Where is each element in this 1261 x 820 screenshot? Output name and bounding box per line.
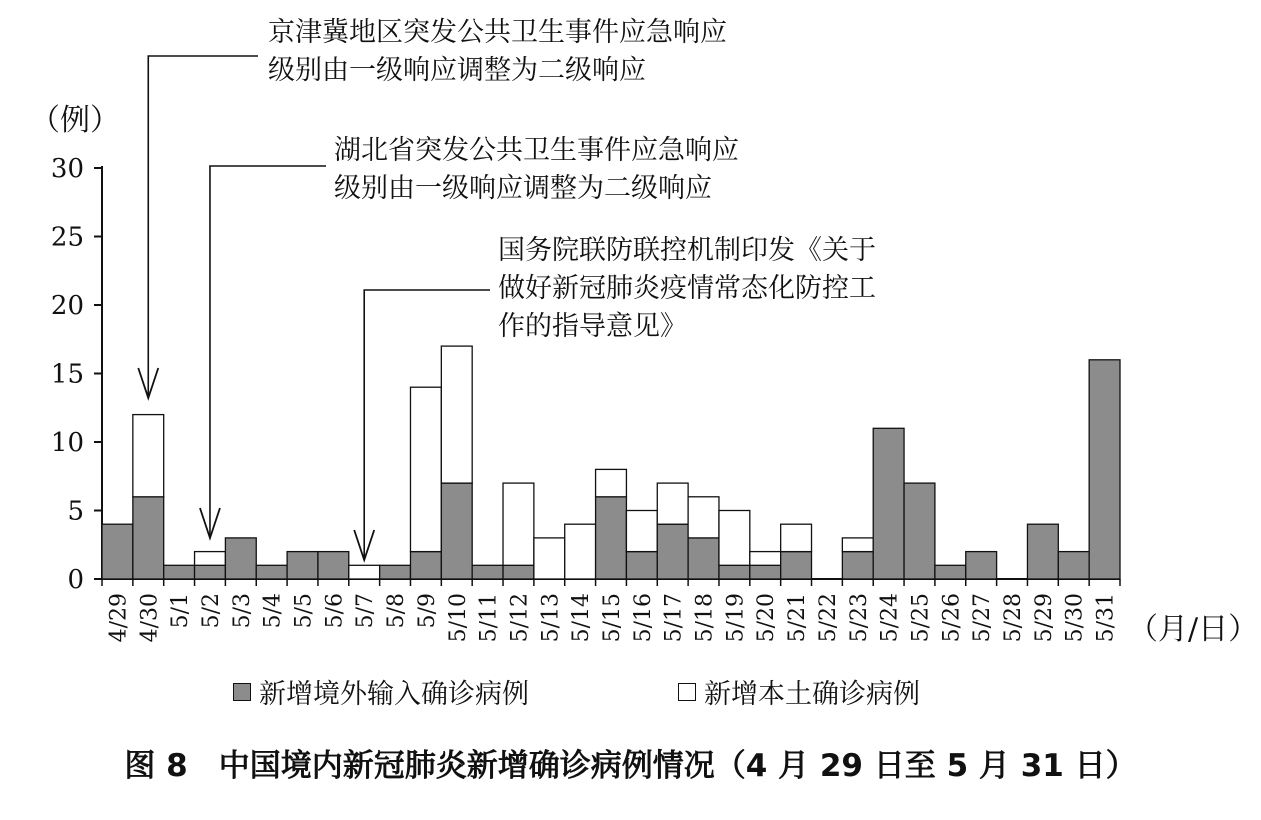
x-tick-label-5-16: 5/16 bbox=[630, 593, 656, 643]
bar-imported-5-20 bbox=[750, 565, 781, 579]
annotation-2-line-2: 级别由一级响应调整为二级响应 bbox=[334, 173, 712, 204]
legend-imported-swatch bbox=[233, 683, 251, 701]
x-tick-label-4-30: 4/30 bbox=[137, 593, 163, 643]
x-tick-label-5-29: 5/29 bbox=[1031, 593, 1057, 643]
annotation-arrow-2-line bbox=[210, 166, 326, 538]
annotation-1-line-1: 京津冀地区突发公共卫生事件应急响应 bbox=[268, 17, 727, 48]
bar-imported-5-9 bbox=[410, 552, 441, 579]
x-tick-label-5-19: 5/19 bbox=[723, 593, 749, 643]
annotation-3-line-2: 做好新冠肺炎疫情常态化防控工 bbox=[498, 273, 876, 304]
annotation-1 bbox=[268, 14, 727, 90]
annotation-arrow-1-line bbox=[148, 56, 258, 398]
annotation-3 bbox=[498, 232, 876, 346]
x-tick-label-5-3: 5/3 bbox=[229, 593, 255, 629]
x-tick-label-5-27: 5/27 bbox=[970, 593, 996, 643]
bar-imported-5-27 bbox=[966, 552, 997, 579]
annotation-arrow-1 bbox=[138, 56, 258, 398]
bar-imported-5-11 bbox=[472, 565, 503, 579]
x-tick-label-5-10: 5/10 bbox=[445, 593, 471, 643]
bar-imported-5-31 bbox=[1089, 360, 1120, 579]
bar-imported-5-29 bbox=[1027, 524, 1058, 579]
bar-local-5-12 bbox=[503, 483, 534, 565]
legend-imported-label: 新增境外输入确诊病例 bbox=[259, 679, 529, 710]
x-tick-label-5-31: 5/31 bbox=[1093, 593, 1119, 643]
x-tick-label-5-5: 5/5 bbox=[291, 593, 317, 629]
x-tick-label-5-4: 5/4 bbox=[260, 593, 286, 629]
bar-local-5-7 bbox=[349, 565, 380, 579]
x-tick-label-5-8: 5/8 bbox=[384, 593, 410, 629]
x-tick-label-5-17: 5/17 bbox=[661, 593, 687, 643]
y-axis-label: （例） bbox=[30, 103, 120, 138]
bar-imported-5-4 bbox=[256, 565, 287, 579]
chart-bars bbox=[102, 346, 1120, 579]
x-tick-label-5-22: 5/22 bbox=[815, 593, 841, 643]
bar-imported-5-25 bbox=[904, 483, 935, 579]
x-tick-label-5-30: 5/30 bbox=[1062, 593, 1088, 643]
bar-local-4-30 bbox=[133, 415, 164, 497]
bar-local-5-15 bbox=[596, 469, 627, 496]
bar-imported-5-19 bbox=[719, 565, 750, 579]
x-tick-label-5-20: 5/20 bbox=[754, 593, 780, 643]
bar-local-5-14 bbox=[565, 524, 596, 579]
x-tick-label-5-9: 5/9 bbox=[414, 593, 440, 629]
annotation-3-line-3: 作的指导意见》 bbox=[498, 311, 687, 342]
figure-caption: 图 8 中国境内新冠肺炎新增确诊病例情况（4 月 29 日至 5 月 31 日） bbox=[124, 748, 1137, 784]
annotation-2-line-1: 湖北省突发公共卫生事件应急响应 bbox=[334, 135, 739, 166]
bar-local-5-2 bbox=[195, 552, 226, 566]
bar-imported-4-30 bbox=[133, 497, 164, 579]
legend-local bbox=[678, 672, 920, 711]
bar-imported-5-26 bbox=[935, 565, 966, 579]
bar-local-5-20 bbox=[750, 552, 781, 566]
x-tick-label-5-7: 5/7 bbox=[353, 593, 379, 629]
x-tick-label-5-12: 5/12 bbox=[507, 593, 533, 643]
bar-imported-5-17 bbox=[657, 524, 688, 579]
bar-imported-5-5 bbox=[287, 552, 318, 579]
x-tick-label-4-29: 4/29 bbox=[106, 593, 132, 643]
bar-local-5-16 bbox=[626, 511, 657, 552]
y-tick-label-5: 5 bbox=[67, 496, 84, 527]
bar-imported-5-6 bbox=[318, 552, 349, 579]
bar-imported-5-21 bbox=[781, 552, 812, 579]
y-tick-label-20: 20 bbox=[50, 291, 84, 321]
bar-imported-5-2 bbox=[195, 565, 226, 579]
bar-local-5-19 bbox=[719, 511, 750, 566]
annotation-arrow-2 bbox=[200, 166, 326, 538]
legend-local-label: 新增本土确诊病例 bbox=[704, 679, 920, 710]
x-tick-label-5-28: 5/28 bbox=[1001, 593, 1027, 643]
bar-imported-5-8 bbox=[380, 565, 411, 579]
bar-local-5-21 bbox=[781, 524, 812, 551]
bar-imported-5-10 bbox=[441, 483, 472, 579]
bar-imported-5-30 bbox=[1058, 552, 1089, 579]
x-tick-label-5-21: 5/21 bbox=[785, 593, 811, 643]
bar-imported-5-15 bbox=[596, 497, 627, 579]
bar-imported-5-24 bbox=[873, 428, 904, 579]
bar-local-5-10 bbox=[441, 346, 472, 483]
annotation-2 bbox=[334, 132, 739, 208]
legend-local-swatch bbox=[678, 683, 696, 701]
bar-imported-5-12 bbox=[503, 565, 534, 579]
x-tick-label-5-15: 5/15 bbox=[600, 593, 625, 643]
y-tick-label-15: 15 bbox=[50, 359, 84, 390]
x-tick-label-5-18: 5/18 bbox=[692, 593, 718, 643]
x-tick-label-5-13: 5/13 bbox=[538, 593, 564, 643]
y-tick-label-10: 10 bbox=[50, 428, 84, 458]
bar-local-5-13 bbox=[534, 538, 565, 579]
x-tick-label-5-23: 5/23 bbox=[846, 593, 872, 643]
x-tick-label-5-14: 5/14 bbox=[569, 593, 595, 643]
x-tick-label-5-11: 5/11 bbox=[476, 593, 502, 643]
y-tick-label-0: 0 bbox=[67, 565, 84, 595]
bar-imported-5-23 bbox=[842, 552, 873, 579]
bar-local-5-18 bbox=[688, 497, 719, 538]
bar-local-5-9 bbox=[410, 387, 441, 551]
bar-imported-5-18 bbox=[688, 538, 719, 579]
x-tick-label-5-6: 5/6 bbox=[322, 593, 348, 629]
x-tick-label-5-2: 5/2 bbox=[198, 593, 224, 629]
bar-local-5-17 bbox=[657, 483, 688, 524]
annotation-1-line-2: 级别由一级响应调整为二级响应 bbox=[268, 55, 646, 86]
category-labels bbox=[106, 593, 1118, 642]
bar-imported-4-29 bbox=[102, 524, 133, 579]
legend-imported bbox=[233, 672, 529, 711]
annotation-3-line-1: 国务院联防联控机制印发《关于 bbox=[498, 235, 876, 266]
x-tick-label-5-26: 5/26 bbox=[939, 593, 965, 643]
x-tick-label-5-25: 5/25 bbox=[908, 593, 934, 643]
bar-imported-5-16 bbox=[626, 552, 657, 579]
bar-imported-5-1 bbox=[164, 565, 195, 579]
x-tick-label-5-1: 5/1 bbox=[168, 593, 194, 629]
x-axis-label: （月/日） bbox=[1128, 612, 1259, 647]
bar-local-5-23 bbox=[842, 538, 873, 552]
y-tick-label-25: 25 bbox=[50, 222, 84, 253]
bar-imported-5-3 bbox=[225, 538, 256, 579]
y-tick-label-30: 30 bbox=[50, 154, 84, 184]
x-tick-label-5-24: 5/24 bbox=[877, 593, 903, 643]
